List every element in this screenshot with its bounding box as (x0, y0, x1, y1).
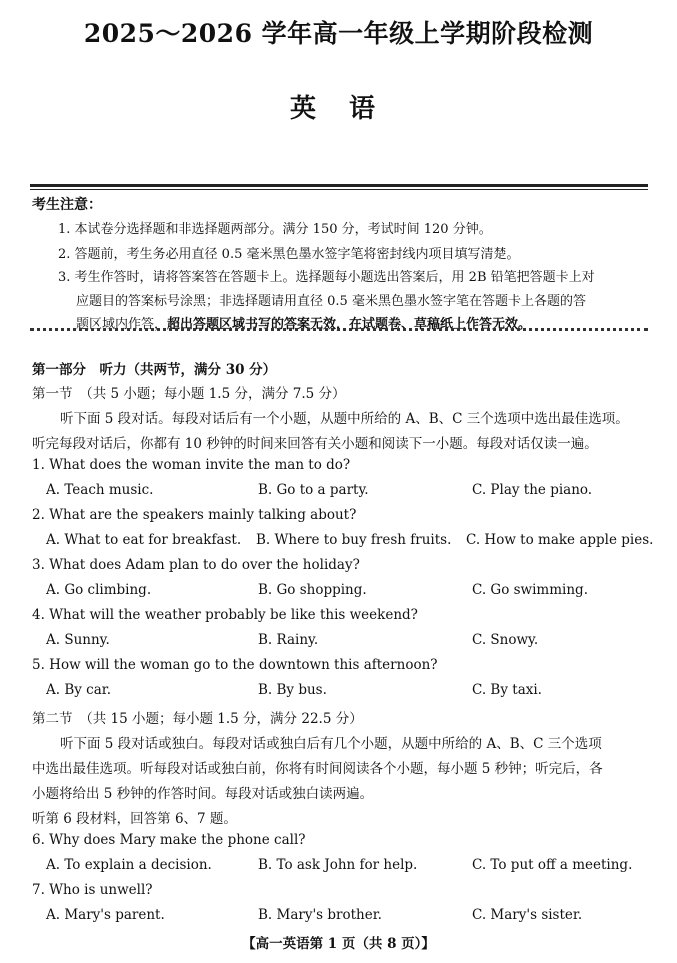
option-c: C. Play the piano. (472, 482, 593, 498)
option-c: C. To put off a meeting. (472, 857, 633, 873)
double-rule-bottom (30, 189, 648, 190)
option-c: C. Snowy. (472, 632, 539, 648)
option-b: B. Rainy. (258, 632, 319, 648)
double-rule-top (30, 184, 648, 187)
subject-title: 英 语 (289, 94, 388, 124)
option-a: A. To explain a decision. (46, 857, 212, 873)
note-item: 应题目的答案标号涂黑；非选择题请用直径 0.5 毫米黑色墨水签字笔在答题卡上各题的答 (76, 294, 586, 309)
question-stem: 4. What will the weather probably be like this weekend? (32, 607, 418, 623)
option-b: B. Go shopping. (258, 582, 367, 598)
option-b: B. By bus. (258, 682, 327, 698)
material-note: 听第 6 段材料，回答第 6、7 题。 (32, 811, 237, 827)
option-b: B. Mary's brother. (258, 907, 382, 923)
note-text: 题区域内作答， (76, 317, 168, 332)
option-a: A. What to eat for breakfast. (46, 532, 242, 548)
question-stem: 1. What does the woman invite the man to do? (32, 457, 351, 473)
notes-heading: 考生注意： (32, 197, 102, 213)
question-stem: 7. Who is unwell? (32, 882, 153, 898)
note-emphasis: 超出答题区域书写的答案无效，在试题卷、草稿纸上作答无效。 (167, 317, 532, 332)
option-a: A. Sunny. (46, 632, 110, 648)
section1-heading: 第一节 （共 5 小题；每小题 1.5 分，满分 7.5 分） (32, 386, 346, 402)
option-a: A. By car. (46, 682, 112, 698)
dotted-separator (30, 328, 648, 331)
section2-heading: 第二节 （共 15 小题；每小题 1.5 分，满分 22.5 分） (32, 711, 363, 727)
section1-instructions: 听下面 5 段对话。每段对话后有一个小题，从题中所给的 A、B、C 三个选项中选出最佳选项。 (60, 411, 629, 427)
part1-heading: 第一部分 听力（共两节，满分 30 分） (32, 362, 277, 378)
option-a: A. Go climbing. (46, 582, 152, 598)
section2-instructions: 听下面 5 段对话或独白。每段对话或独白后有几个小题，从题中所给的 A、B、C 三个选项 (60, 736, 602, 752)
question-stem: 6. Why does Mary make the phone call? (32, 832, 306, 848)
option-c: C. How to make apple pies. (466, 532, 654, 548)
option-a: A. Mary's parent. (46, 907, 165, 923)
option-b: B. To ask John for help. (258, 857, 418, 873)
option-c: C. Mary's sister. (472, 907, 583, 923)
option-b: B. Where to buy fresh fruits. (256, 532, 452, 548)
question-stem: 3. What does Adam plan to do over the holiday? (32, 557, 360, 573)
question-stem: 2. What are the speakers mainly talking about? (32, 507, 357, 523)
section2-instructions: 中选出最佳选项。听每段对话或独白前，你将有时间阅读各个小题，每小题 5 秒钟；听完后，各 (32, 761, 603, 777)
option-b: B. Go to a party. (258, 482, 369, 498)
note-item: 3. 考生作答时，请将答案答在答题卡上。选择题每小题选出答案后，用 2B 铅笔把答题卡上对 (58, 270, 595, 285)
question-stem: 5. How will the woman go to the downtown this afternoon? (32, 657, 438, 673)
page-footer: 【高一英语第 1 页（共 8 页）】 (242, 936, 435, 952)
section1-instructions: 听完每段对话后，你都有 10 秒钟的时间来回答有关小题和阅读下一小题。每段对话仅读一遍。 (32, 436, 598, 452)
option-c: C. Go swimming. (472, 582, 588, 598)
exam-title: 2025～2026 学年高一年级上学期阶段检测 (83, 19, 594, 48)
note-item: 2. 答题前，考生务必用直径 0.5 毫米黑色墨水签字笔将密封线内项目填写清楚。 (58, 247, 520, 262)
section2-instructions: 小题将给出 5 秒钟的作答时间。每段对话或独白读两遍。 (32, 786, 374, 802)
option-c: C. By taxi. (472, 682, 542, 698)
note-item: 1. 本试卷分选择题和非选择题两部分。满分 150 分，考试时间 120 分钟。 (58, 222, 492, 237)
option-a: A. Teach music. (46, 482, 154, 498)
